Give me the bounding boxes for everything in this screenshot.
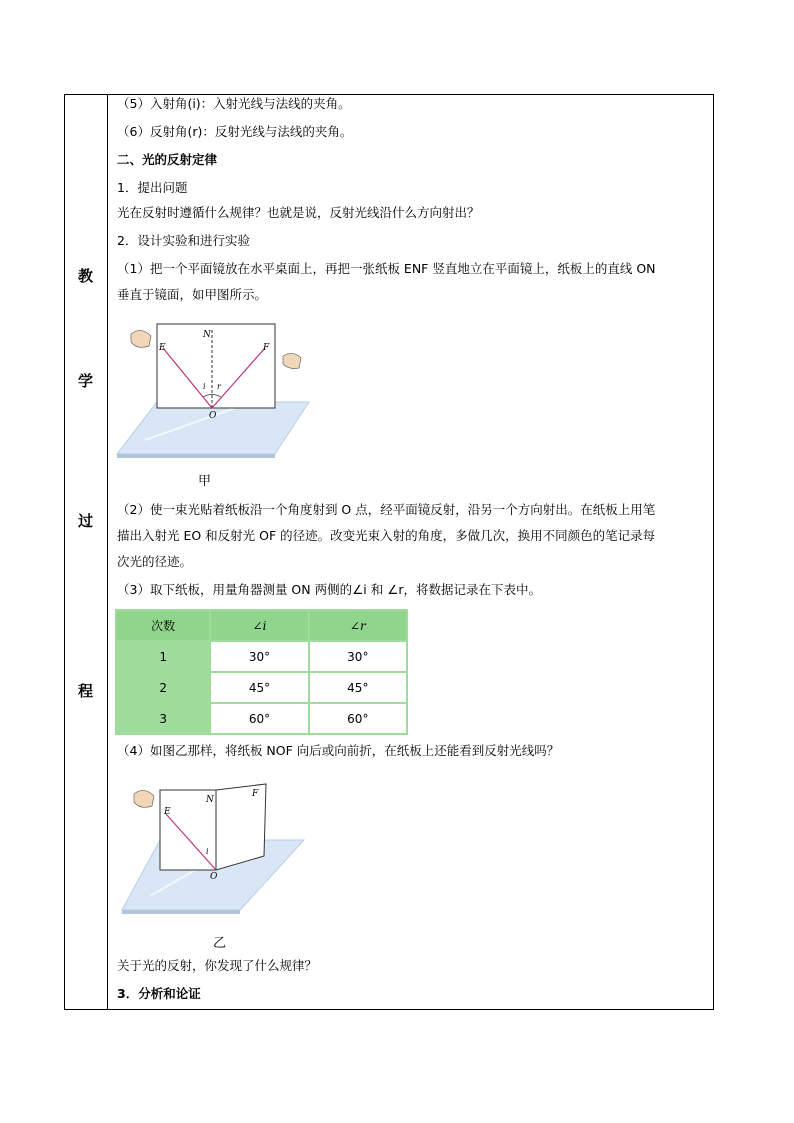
label-o: O [209, 411, 217, 421]
table-cell: 3 [116, 703, 210, 734]
figure-caption-jia: 甲 [198, 474, 212, 489]
label-r: r [217, 382, 221, 391]
label-f: F [263, 343, 270, 353]
table-cell: 45° [210, 672, 308, 703]
table-cell: 60° [309, 703, 407, 734]
table-header-cell: ∠r [309, 610, 407, 641]
side-label-xue: 学 [77, 372, 93, 390]
table-row [116, 641, 407, 672]
figure-jia [115, 316, 315, 458]
table-header-row [116, 610, 407, 641]
table-row [116, 672, 407, 703]
column-divider [107, 94, 108, 1010]
text-line-2: （6）反射角(r)：反射光线与法线的夹角。 [117, 124, 353, 139]
side-label-cheng: 程 [77, 682, 93, 700]
table-cell: 30° [210, 641, 308, 672]
label-i: i [206, 847, 209, 856]
text-line-step4: （4）如图乙那样，将纸板 NOF 向后或向前折，在纸板上还能看到反射光线吗？ [117, 743, 560, 758]
label-e: E [159, 343, 166, 353]
text-line-step2b: 描出入射光 EO 和反射光 OF 的径迹。改变光束入射的角度，多做几次，换用不同颜色的笔记录每 [117, 528, 656, 543]
section-heading-reflection-law: 二、光的反射定律 [117, 152, 218, 167]
label-n: N [203, 330, 211, 340]
angle-data-table [115, 609, 408, 735]
side-label-jiao: 教 [77, 267, 93, 285]
table-row [116, 703, 407, 734]
step-heading-question: 1．提出问题 [117, 180, 188, 195]
text-line-1: （5）入射角(i)：入射光线与法线的夹角。 [117, 96, 351, 111]
label-n: N [206, 795, 214, 805]
figure-yi [120, 782, 310, 914]
table-cell: 45° [309, 672, 407, 703]
step-heading-analysis: 3．分析和论证 [117, 986, 201, 1001]
text-line-step1b: 垂直于镜面，如甲图所示。 [117, 287, 268, 302]
label-f: F [252, 789, 259, 799]
table-cell: 30° [309, 641, 407, 672]
table-cell: 2 [116, 672, 210, 703]
table-header-cell: 次数 [116, 610, 210, 641]
label-i: i [203, 382, 206, 391]
table-header-cell: ∠i [210, 610, 308, 641]
label-o: O [210, 872, 218, 882]
text-line-question2: 关于光的反射，你发现了什么规律？ [117, 958, 318, 973]
text-line-step3: （3）取下纸板，用量角器测量 ON 两侧的∠i 和 ∠r，将数据记录在下表中。 [117, 582, 542, 597]
side-label-guo: 过 [77, 512, 93, 530]
text-line-step2c: 次光的径迹。 [117, 554, 193, 569]
label-e: E [164, 807, 171, 817]
text-line-step2a: （2）使一束光贴着纸板沿一个角度射到 O 点，经平面镜反射，沿另一个方向射出。在纸板上用笔 [117, 502, 656, 517]
table-cell: 60° [210, 703, 308, 734]
text-line-question: 光在反射时遵循什么规律？也就是说，反射光线沿什么方向射出？ [117, 205, 480, 220]
table-cell: 1 [116, 641, 210, 672]
figure-caption-yi: 乙 [213, 936, 227, 951]
step-heading-experiment: 2．设计实验和进行实验 [117, 233, 250, 248]
text-line-step1a: （1）把一个平面镜放在水平桌面上，再把一张纸板 ENF 竖直地立在平面镜上，纸板上的直线 ON [117, 261, 656, 276]
